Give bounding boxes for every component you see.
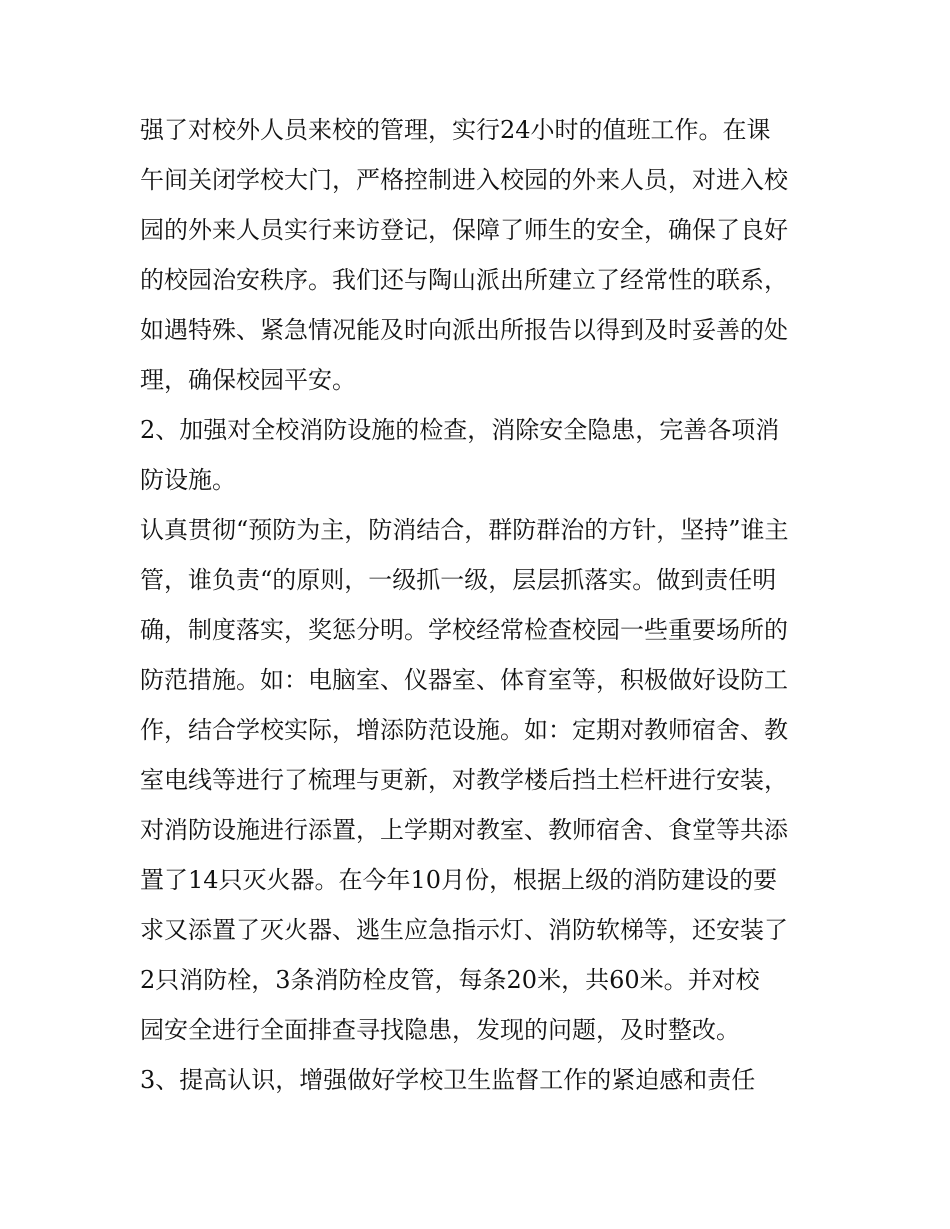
text-line-18: 2只消防栓，3条消防栓皮管，每条20米，共60米。并对校	[140, 966, 760, 994]
text-line-11: 确，制度落实，奖惩分明。学校经常检查校园一些重要场所的	[140, 616, 788, 644]
text-line-4: 的校园治安秩序。我们还与陶山派出所建立了经常性的联系，	[140, 266, 788, 294]
text-line-1: 强了对校外人员来校的管理，实行24小时的值班工作。在课	[140, 116, 771, 144]
text-line-7: 2、加强对全校消防设施的检查，消除安全隐患，完善各项消	[140, 416, 780, 444]
text-line-13: 作，结合学校实际，增添防范设施。如：定期对教师宿舍、教	[140, 716, 788, 744]
text-line-9: 认真贯彻“预防为主，防消结合，群防群治的方针，坚持”谁主	[140, 516, 789, 544]
text-line-12: 防范措施。如：电脑室、仪器室、体育室等，积极做好设防工	[140, 666, 788, 694]
text-line-20: 3、提高认识，增强做好学校卫生监督工作的紧迫感和责任	[140, 1066, 756, 1094]
text-line-2: 午间关闭学校大门，严格控制进入校园的外来人员，对进入校	[140, 166, 788, 194]
text-line-8: 防设施。	[140, 466, 236, 494]
text-line-16: 置了14只灭火器。在今年10月份，根据上级的消防建设的要	[140, 866, 778, 894]
text-line-3: 园的外来人员实行来访登记，保障了师生的安全，确保了良好	[140, 216, 788, 244]
body-text	[140, 110, 820, 1110]
text-line-15: 对消防设施进行添置，上学期对教室、教师宿舍、食堂等共添	[140, 816, 788, 844]
text-line-14: 室电线等进行了梳理与更新，对教学楼后挡土栏杆进行安装，	[140, 766, 788, 794]
text-line-10: 管，谁负责“的原则，一级抓一级，层层抓落实。做到责任明	[140, 566, 777, 594]
text-line-5: 如遇特殊、紧急情况能及时向派出所报告以得到及时妥善的处	[140, 316, 788, 344]
text-line-17: 求又添置了灭火器、逃生应急指示灯、消防软梯等，还安装了	[140, 916, 788, 944]
text-line-19: 园安全进行全面排查寻找隐患，发现的问题，及时整改。	[140, 1016, 740, 1044]
text-line-6: 理，确保校园平安。	[140, 366, 356, 394]
